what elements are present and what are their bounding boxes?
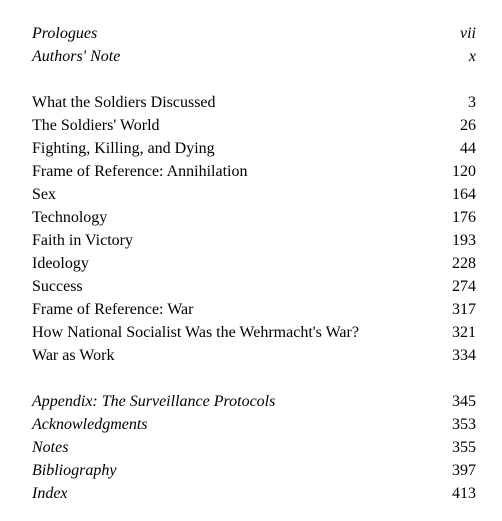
toc-entry-chapter[interactable] <box>32 321 476 344</box>
toc-entry-page: x <box>468 48 476 65</box>
toc-entry-chapter[interactable] <box>32 275 476 298</box>
toc-entry-page: 321 <box>452 324 476 341</box>
toc-entry-notes[interactable] <box>32 436 476 459</box>
toc-entry-page: 353 <box>452 416 476 433</box>
toc-entry-title: The Soldiers' World <box>32 117 160 134</box>
toc-entry-page: 193 <box>452 232 476 249</box>
toc-entry-title: Technology <box>32 209 108 226</box>
toc-entry-title: Frame of Reference: Annihilation <box>32 163 248 180</box>
toc-entry-title: Authors' Note <box>32 48 121 65</box>
toc-entry-title: Sex <box>32 186 56 203</box>
toc-entry-authors-note[interactable] <box>32 45 476 68</box>
back-matter-section <box>32 390 476 505</box>
toc-entry-page: 355 <box>452 439 476 456</box>
toc-entry-page: 176 <box>452 209 476 226</box>
toc-entry-title: Success <box>32 278 83 295</box>
toc-entry-index[interactable] <box>32 482 476 505</box>
toc-entry-page: 120 <box>452 163 476 180</box>
toc-entry-page: 26 <box>460 117 476 134</box>
toc-entry-chapter[interactable] <box>32 252 476 275</box>
toc-entry-chapter[interactable] <box>32 160 476 183</box>
toc-entry-prologues[interactable] <box>32 22 476 45</box>
toc-entry-title: War as Work <box>32 347 115 364</box>
toc-entry-page: vii <box>460 25 476 42</box>
toc-entry-chapter[interactable] <box>32 183 476 206</box>
toc-entry-title: How National Socialist Was the Wehrmacht's War? <box>32 324 359 341</box>
toc-entry-page: 413 <box>452 485 476 502</box>
toc-entry-acknowledgments[interactable] <box>32 413 476 436</box>
toc-entry-page: 317 <box>452 301 476 318</box>
toc-entry-page: 274 <box>452 278 476 295</box>
toc-entry-page: 44 <box>460 140 476 157</box>
toc-entry-appendix[interactable] <box>32 390 476 413</box>
toc-entry-title: Fighting, Killing, and Dying <box>32 140 215 157</box>
toc-entry-chapter[interactable] <box>32 229 476 252</box>
toc-entry-bibliography[interactable] <box>32 459 476 482</box>
toc-entry-chapter[interactable] <box>32 206 476 229</box>
chapters-section <box>32 91 476 367</box>
toc-entry-title: Ideology <box>32 255 89 272</box>
toc-entry-page: 3 <box>468 94 476 111</box>
front-matter-section <box>32 22 476 68</box>
toc-entry-page: 345 <box>452 393 476 410</box>
toc-entry-page: 228 <box>452 255 476 272</box>
toc-entry-title: Index <box>32 485 68 502</box>
toc-entry-title: Appendix: The Surveillance Protocols <box>32 393 276 410</box>
toc-entry-title: Faith in Victory <box>32 232 133 249</box>
toc-entry-page: 334 <box>452 347 476 364</box>
toc-entry-title: Prologues <box>32 25 98 42</box>
toc-entry-title: Frame of Reference: War <box>32 301 194 318</box>
toc-entry-chapter[interactable] <box>32 114 476 137</box>
toc-entry-page: 397 <box>452 462 476 479</box>
toc-entry-title: What the Soldiers Discussed <box>32 94 216 111</box>
toc-entry-chapter[interactable] <box>32 344 476 367</box>
toc-entry-page: 164 <box>452 186 476 203</box>
table-of-contents <box>32 22 476 505</box>
toc-entry-chapter[interactable] <box>32 91 476 114</box>
toc-entry-title: Bibliography <box>32 462 117 479</box>
toc-entry-title: Notes <box>32 439 69 456</box>
toc-entry-chapter[interactable] <box>32 137 476 160</box>
toc-entry-chapter[interactable] <box>32 298 476 321</box>
toc-entry-title: Acknowledgments <box>32 416 148 433</box>
